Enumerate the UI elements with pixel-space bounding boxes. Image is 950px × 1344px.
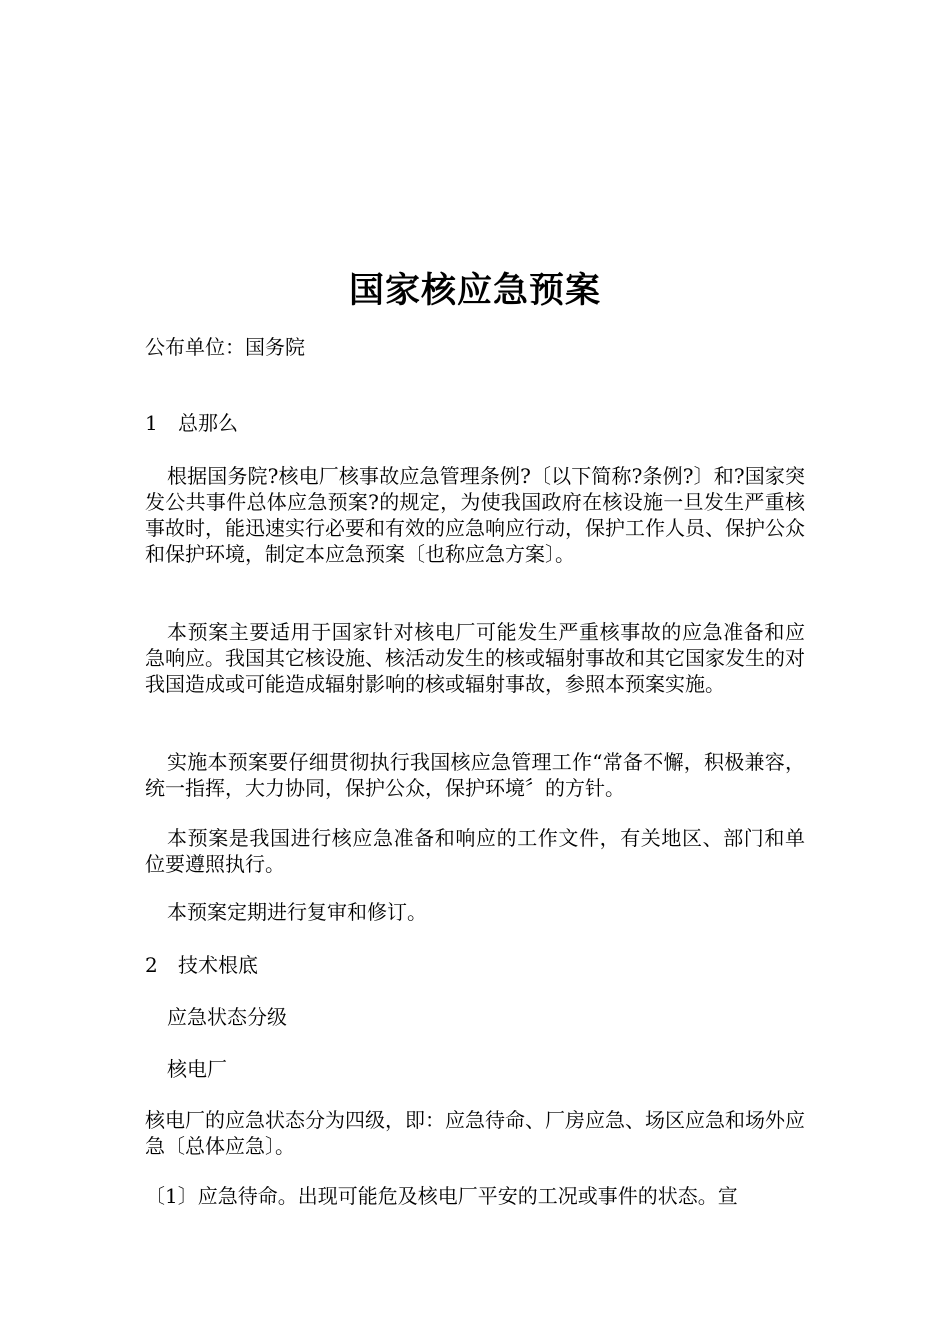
paragraph-review: 本预案定期进行复审和修订。: [167, 900, 427, 924]
section-1-heading: [145, 409, 238, 437]
document-title: 国家核应急预案: [348, 270, 601, 311]
paragraph-standby: 〔1〕应急待命。出现可能危及核电厂平安的工况或事件的状态。宣: [145, 1184, 738, 1208]
section-2-number: 2: [145, 953, 158, 977]
paragraph-policy: 实施本预案要仔细贯彻执行我国核应急管理工作“常备不懈，积极兼容，统一指挥，大力协同，保护公众，保护环境〞的方针。: [145, 750, 805, 800]
paragraph-scope: 本预案主要适用于国家针对核电厂可能发生严重核事故的应急准备和应急响应。我国其它核设施、核活动发生的核或辐射事故和其它国家发生的对我国造成或可能造成辐射影响的核或辐射事故，参照本预案实施。: [145, 620, 805, 696]
section-2-title: 技术根底: [178, 953, 258, 977]
paragraph-working-document: 本预案是我国进行核应急准备和响应的工作文件，有关地区、部门和单位要遵照执行。: [145, 826, 805, 876]
publisher-line: 公布单位：国务院: [145, 335, 305, 359]
section-1-title: 总那么: [178, 411, 238, 435]
paragraph-basis: 根据国务院?核电厂核事故应急管理条例?〔以下简称?条例?〕和?国家突发公共事件总体应急预案?的规定，为使我国政府在核设施一旦发生严重核事故时，能迅速实行必要和有效的应急响应行动，保护工作人员、保护公众和保护环境，制定本应急预案〔也称应急方案〕。: [145, 464, 805, 566]
subheading-nuclear-plant: 核电厂: [167, 1057, 227, 1081]
section-2-heading: [145, 951, 258, 979]
paragraph-four-levels: 核电厂的应急状态分为四级，即：应急待命、厂房应急、场区应急和场外应急〔总体应急〕。: [145, 1108, 805, 1158]
section-1-number: 1: [145, 411, 158, 435]
subheading-emergency-levels: 应急状态分级: [167, 1005, 287, 1029]
